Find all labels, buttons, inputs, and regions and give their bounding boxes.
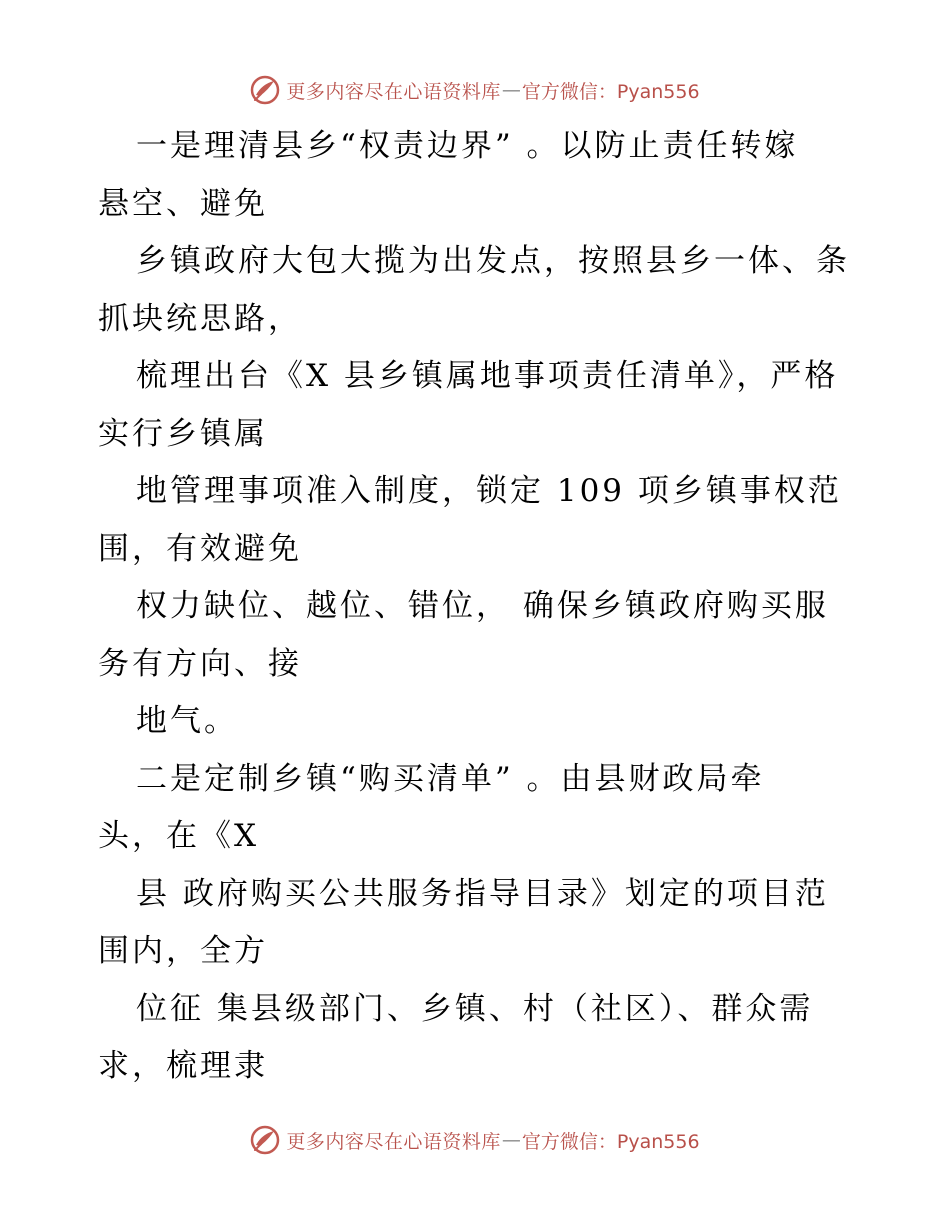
text-line: 县 政府购买公共服务指导目录》划定的项目范 bbox=[136, 875, 829, 912]
page-footer-watermark bbox=[0, 1120, 950, 1160]
text-line: 乡镇政府大包大揽为出发点，按照县乡一体、条 bbox=[136, 243, 850, 279]
text-line: 悬空、避免 bbox=[98, 185, 268, 222]
page-header-watermark bbox=[0, 70, 950, 110]
text-line: 一是理清县乡“权责边界” 。以防止责任转嫁 bbox=[136, 128, 799, 164]
footer-site-text: 更多内容尽在心语资料库 bbox=[286, 1130, 501, 1153]
document-body bbox=[98, 118, 878, 1096]
quill-logo-icon bbox=[250, 1125, 280, 1155]
text-line: 梳理出台《X 县乡镇属地事项责任清单》，严格 bbox=[136, 358, 839, 394]
text-line: 围，有效避免 bbox=[98, 530, 302, 567]
text-line: 地管理事项准入制度，锁定 109 项乡镇事权范 bbox=[136, 473, 842, 509]
header-wechat-text: 官方微信：Pyan556 bbox=[521, 80, 700, 103]
footer-wechat-text: 官方微信：Pyan556 bbox=[521, 1130, 700, 1153]
quill-logo-icon bbox=[250, 75, 280, 105]
text-line: 权力缺位、越位、错位， 确保乡镇政府购买服 bbox=[136, 588, 829, 624]
text-line: 务有方向、接 bbox=[98, 645, 302, 682]
header-site-text: 更多内容尽在心语资料库 bbox=[286, 80, 501, 103]
text-line: 抓块统思路， bbox=[98, 300, 302, 337]
text-line: 位征 集县级部门、乡镇、村（社区）、群众需 bbox=[136, 990, 814, 1027]
text-line: 实行乡镇属 bbox=[98, 415, 268, 452]
header-separator: — bbox=[501, 79, 521, 101]
text-line: 二是定制乡镇“购买清单” 。由县财政局牵 bbox=[136, 760, 765, 797]
text-line: 头，在《X bbox=[98, 818, 260, 854]
text-line: 围内，全方 bbox=[98, 933, 268, 969]
text-line: 地气。 bbox=[136, 703, 238, 739]
text-line: 求，梳理隶 bbox=[98, 1048, 268, 1084]
footer-separator: — bbox=[501, 1129, 521, 1151]
